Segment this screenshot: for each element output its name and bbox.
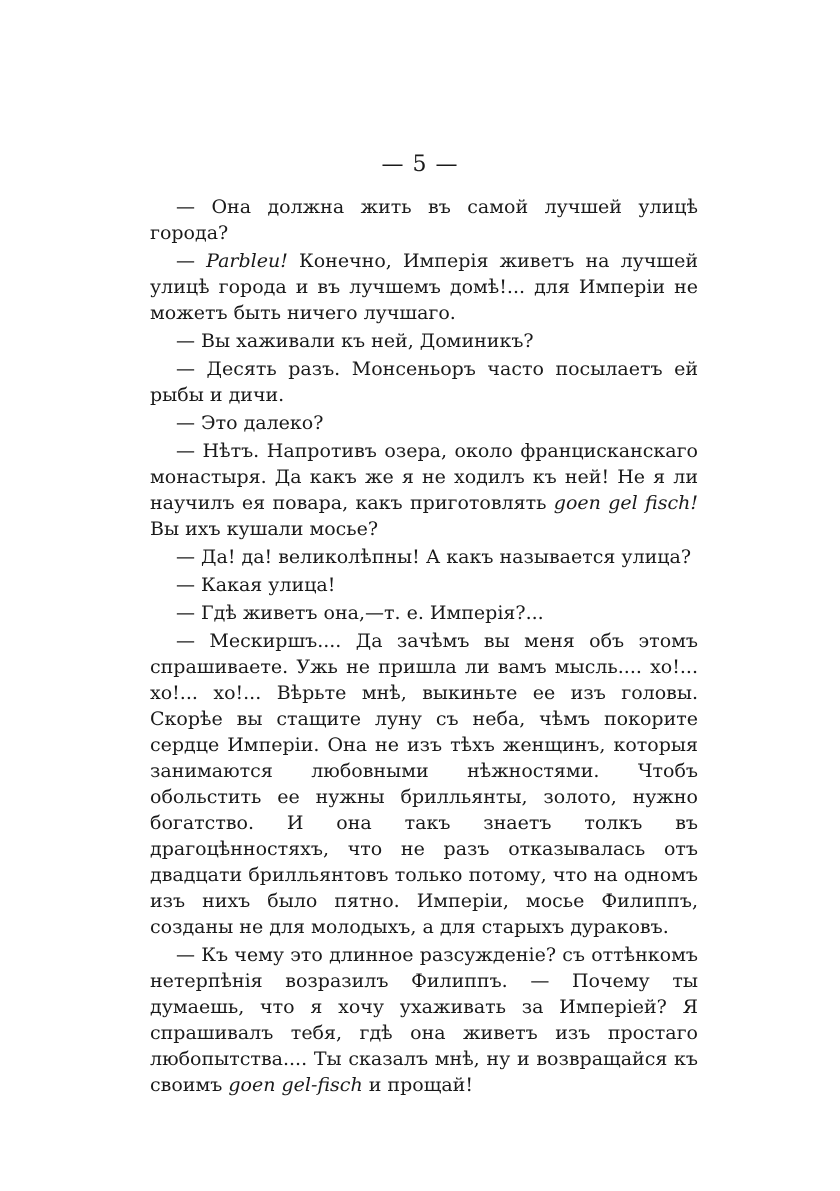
- paragraph-text: — Она должна жить въ самой лучшей улицѣ города?: [150, 196, 698, 244]
- paragraph-9: [150, 600, 698, 626]
- paragraph-text: Вы ихъ кушали мосье?: [150, 518, 379, 540]
- paragraph-7: [150, 544, 698, 570]
- paragraph-text: — Это далеко?: [176, 412, 324, 434]
- paragraph-text: — Десять разъ. Монсеньоръ часто посылаетъ ей рыбы и дичи.: [150, 358, 698, 406]
- paragraph-text: — Мескиршъ.... Да зачѣмъ вы меня объ этомъ спрашиваете. Ужь не пришла ли вамъ мысль.... хо!... хо!... хо!... Вѣрьте мнѣ, выкиньте ее изъ головы. Скорѣе вы стащите луну съ неба, чѣмъ покорите сердце Имперіи. Она не изъ тѣхъ женщинъ, которыя занимаются любовными нѣжностями. Чтобъ обольстить ее нужны брилльянты, золото, нужно богатство. И она такъ знаетъ толкъ въ драгоцѣнностяхъ, что не разъ отказывалась отъ двадцати брилльянтовъ только потому, что на одномъ изъ нихъ было пятно. Имперіи, мосье Филиппъ, созданы не для молодыхъ, а для старыхъ дураковъ.: [150, 630, 698, 938]
- paragraph-text: —: [176, 250, 207, 272]
- page-number: — 5 —: [381, 152, 459, 177]
- paragraph-4: [150, 356, 698, 408]
- foreign-phrase: goen gel-fisch: [228, 1074, 363, 1096]
- paragraph-2: [150, 248, 698, 326]
- paragraph-text: Конечно, Имперія живетъ на лучшей улицѣ города и въ лучшемъ домѣ!... для Имперіи не можетъ быть ничего лучшаго.: [150, 250, 698, 324]
- paragraph-8: [150, 572, 698, 598]
- paragraph-3: [150, 328, 698, 354]
- paragraph-10: [150, 628, 698, 940]
- paragraph-text: — Нѣтъ. Напротивъ озера, около францисканскаго монастыря. Да какъ же я не ходилъ къ ней! Не я ли научилъ ея повара, какъ приготовлять: [150, 440, 698, 514]
- paragraph-1: [150, 194, 698, 246]
- body-text: [150, 194, 698, 1098]
- foreign-phrase: Parbleu!: [206, 250, 288, 272]
- paragraph-6: [150, 438, 698, 542]
- paragraph-text: — Къ чему это длинное разсужденіе? съ оттѣнкомъ нетерпѣнія возразилъ Филиппъ. — Почему ты думаешь, что я хочу ухаживать за Имперіей? Я спрашивалъ тебя, гдѣ она живетъ изъ простаго любопытства.... Ты сказалъ мнѣ, ну и возвращайся къ своимъ: [150, 944, 698, 1096]
- paragraph-text: — Какая улица!: [176, 574, 336, 596]
- foreign-phrase: goen gel fisch!: [553, 492, 698, 514]
- paragraph-5: [150, 410, 698, 436]
- paragraph-11: [150, 942, 698, 1098]
- paragraph-text: и прощай!: [362, 1074, 473, 1096]
- paragraph-text: — Да! да! великолѣпны! А какъ называется улица?: [176, 546, 692, 568]
- paragraph-text: — Гдѣ живетъ она,—т. е. Имперія?...: [176, 602, 544, 624]
- paragraph-text: — Вы хаживали къ ней, Доминикъ?: [176, 330, 534, 352]
